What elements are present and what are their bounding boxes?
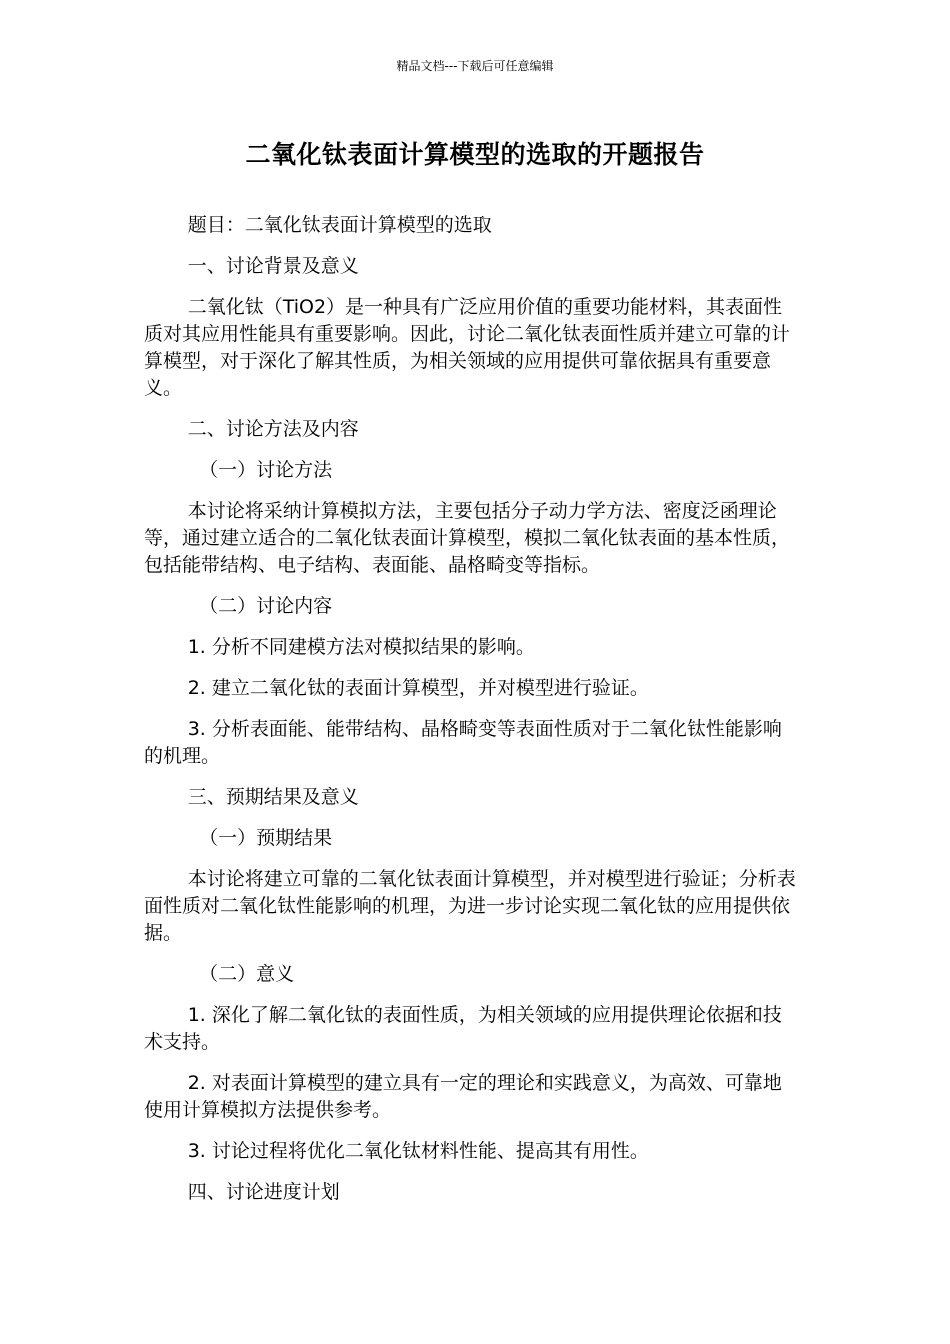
paragraph-methods: 本讨论将采纳计算模拟方法，主要包括分子动力学方法、密度泛函理论等，通过建立适合的二氧化钛表面计算模型，模拟二氧化钛表面的基本性质，包括能带结构、电子结构、表面能、晶格畸变等指标。: [144, 500, 791, 576]
paragraph-background: 二氧化钛（TiO2）是一种具有广泛应用价值的重要功能材料，其表面性质对其应用性能具有重要影响。因此，讨论二氧化钛表面性质并建立可靠的计算模型，对于深化了解其性质，为相关领域的应用提供可靠依据具有重要意义。: [144, 296, 791, 399]
section-heading-results: 三、预期结果及意义: [187, 786, 359, 808]
page-title: 二氧化钛表面计算模型的选取的开题报告: [245, 140, 705, 169]
subheading-expected: （一）预期结果: [199, 827, 333, 849]
subheading-significance: （二）意义: [199, 963, 295, 985]
list-item-significance-1: 1. 深化了解二氧化钛的表面性质，为相关领域的应用提供理论依据和技术支持。: [144, 1004, 782, 1053]
section-heading-background: 一、讨论背景及意义: [187, 255, 359, 277]
section-heading-methods: 二、讨论方法及内容: [187, 418, 359, 440]
document-body: [144, 212, 800, 1220]
list-item-significance-2: 2. 对表面计算模型的建立具有一定的理论和实践意义，为高效、可靠地使用计算模拟方法提供参考。: [144, 1072, 782, 1121]
list-item-content-2: 2. 建立二氧化钛的表面计算模型，并对模型进行验证。: [187, 677, 649, 699]
list-item-significance-3: 3. 讨论过程将优化二氧化钛材料性能、提高其有用性。: [187, 1140, 649, 1162]
subheading-content: （二）讨论内容: [199, 595, 333, 617]
list-item-content-1: 1. 分析不同建模方法对模拟结果的影响。: [187, 636, 535, 658]
section-heading-schedule: 四、讨论进度计划: [187, 1181, 340, 1203]
list-item-content-3: 3. 分析表面能、能带结构、晶格畸变等表面性质对于二氧化钛性能影响的机理。: [144, 718, 782, 767]
topic-line: 题目：二氧化钛表面计算模型的选取: [187, 214, 492, 236]
paragraph-expected: 本讨论将建立可靠的二氧化钛表面计算模型，并对模型进行验证；分析表面性质对二氧化钛性能影响的机理，为进一步讨论实现二氧化钛的应用提供依据。: [144, 868, 796, 944]
header-note: 精品文档---下载后可任意编辑: [396, 59, 554, 73]
subheading-methods: （一）讨论方法: [199, 459, 333, 481]
